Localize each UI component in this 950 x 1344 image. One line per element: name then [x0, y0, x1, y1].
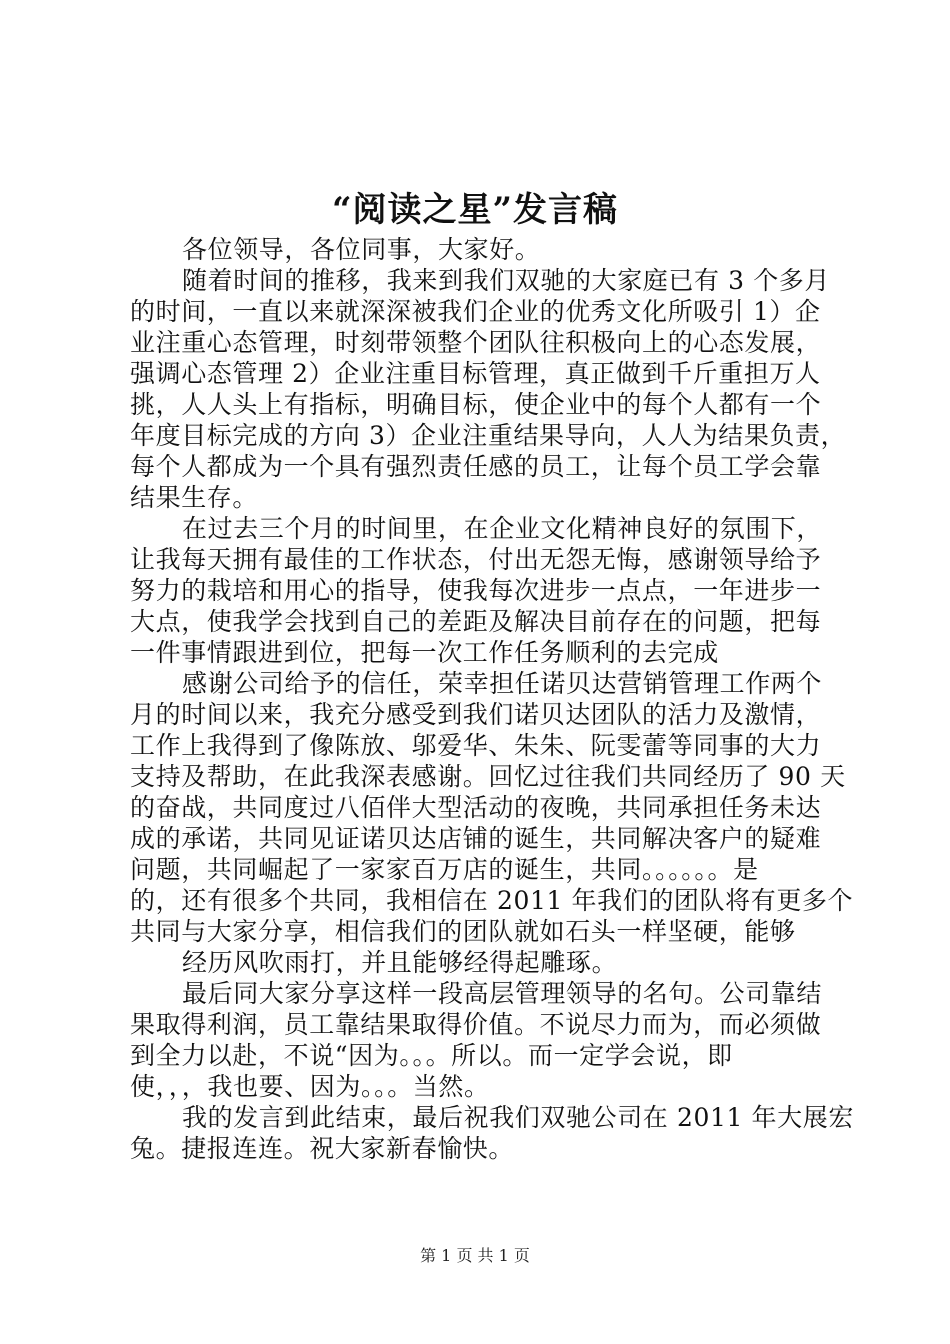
body-line: 共同与大家分享，相信我们的团队就如石头一样坚硬，能够: [130, 917, 796, 946]
body-line: 每个人都成为一个具有强烈责任感的员工，让每个员工学会靠: [130, 452, 822, 481]
body-line: 的奋战，共同度过八佰伴大型活动的夜晚，共同承担任务未达: [130, 793, 822, 822]
document-title: “阅读之星”发言稿: [331, 190, 619, 230]
body-line: 各位领导，各位同事，大家好。: [182, 235, 541, 264]
body-line: 的时间，一直以来就深深被我们企业的优秀文化所吸引 1）企: [130, 297, 821, 326]
body-line: 使，，，我也要、因为。。。当然。: [130, 1072, 490, 1101]
body-line: 我的发言到此结束，最后祝我们双驰公司在 2011 年大展宏: [182, 1103, 854, 1132]
body-line: 结果生存。: [130, 483, 259, 512]
body-line: 业注重心态管理，时刻带领整个团队往积极向上的心态发展，: [130, 328, 822, 357]
body-line: 挑，人人头上有指标，明确目标，使企业中的每个人都有一个: [130, 390, 822, 419]
body-line: 让我每天拥有最佳的工作状态，付出无怨无悔，感谢领导给予: [130, 545, 822, 574]
body-line: 的，还有很多个共同，我相信在 2011 年我们的团队将有更多个: [130, 886, 854, 915]
body-line: 兔。捷报连连。祝大家新春愉快。: [130, 1134, 515, 1163]
body-line: 最后同大家分享这样一段高层管理领导的名句。公司靠结: [182, 979, 823, 1008]
body-line: 问题，共同崛起了一家家百万店的诞生，共同。。。。。。是: [130, 855, 759, 884]
body-line: 努力的栽培和用心的指导，使我每次进步一点点，一年进步一: [130, 576, 822, 605]
body-line: 强调心态管理 2）企业注重目标管理，真正做到千斤重担万人: [130, 359, 821, 388]
body-line: 在过去三个月的时间里，在企业文化精神良好的氛围下，: [182, 514, 823, 543]
body-line: 感谢公司给予的信任，荣幸担任诺贝达营销管理工作两个: [182, 669, 823, 698]
document-body: [130, 234, 854, 1164]
body-line: 年度目标完成的方向 3）企业注重结果导向，人人为结果负责，: [130, 421, 847, 450]
body-line: 到全力以赴，不说“因为。。。所以。而一定学会说，即: [130, 1041, 733, 1070]
body-line: 经历风吹雨打，并且能够经得起雕琢。: [182, 948, 618, 977]
body-line: 随着时间的推移，我来到我们双驰的大家庭已有 3 个多月: [182, 266, 831, 295]
body-line: 月的时间以来，我充分感受到我们诺贝达团队的活力及激情，: [130, 700, 822, 729]
body-line: 工作上我得到了像陈放、邬爱华、朱朱、阮雯蕾等同事的大力: [130, 731, 822, 760]
page-footer: 第 1 页 共 1 页: [420, 1246, 530, 1265]
body-line: 一件事情跟进到位，把每一次工作任务顺利的去完成: [130, 638, 719, 667]
body-line: 成的承诺，共同见证诺贝达店铺的诞生，共同解决客户的疑难: [130, 824, 822, 853]
body-line: 果取得利润，员工靠结果取得价值。不说尽力而为，而必须做: [130, 1010, 822, 1039]
body-line: 支持及帮助，在此我深表感谢。回忆过往我们共同经历了 90 天: [130, 762, 846, 791]
body-line: 大点，使我学会找到自己的差距及解决目前存在的问题，把每: [130, 607, 822, 636]
